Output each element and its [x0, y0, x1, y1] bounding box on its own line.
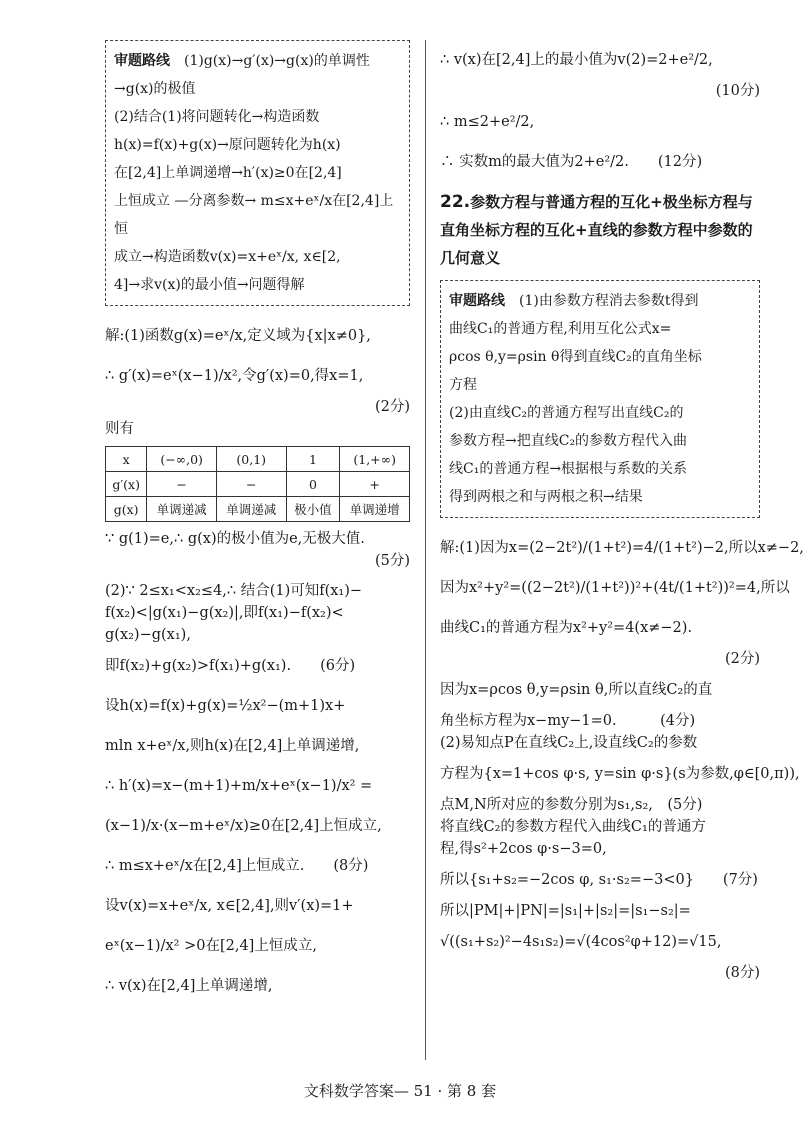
question-number: 22. [440, 192, 471, 212]
solution-line: ∴ m≤2+e²/2, [440, 114, 535, 130]
solution-line: 因为x=ρcos θ,y=ρsin θ,所以直线C₂的直 [440, 682, 713, 698]
solution-line: 解:(1)函数g(x)=eˣ/x,定义域为{x|x≠0}, [105, 328, 371, 344]
score-mark: (10分) [715, 83, 760, 99]
left-column [105, 40, 410, 1006]
score-mark: (2分) [374, 399, 410, 415]
route-line [114, 47, 401, 103]
solution-line: 解:(1)因为x=(2−2t²)/(1+t²)=4/(1+t²)−2,所以x≠−2, [440, 540, 804, 556]
table-cell: 极小值 [286, 497, 340, 522]
solution-line: 设h(x)=f(x)+g(x)=½x²−(m+1)x+ [105, 698, 346, 714]
solution-line: ∴ h′(x)=x−(m+1)+m/x+eˣ(x−1)/x² = [105, 778, 373, 794]
column-divider [425, 40, 426, 1060]
route-line: 方程 [449, 377, 477, 393]
route-box-21 [105, 40, 410, 306]
solution-line: ∴ 实数m的最大值为2+e²/2. (12分) [440, 154, 703, 170]
route-line: (2)结合(1)将问题转化→构造函数 [114, 109, 320, 125]
solution-line: √((s₁+s₂)²−4s₁s₂)=√(4cos²φ+12)=√15, [440, 934, 722, 950]
table-cell: g(x) [106, 497, 147, 522]
solution-line: 将直线C₂的参数方程代入曲线C₁的普通方 [440, 819, 706, 835]
table-cell: 1 [286, 447, 340, 472]
solution-line: mln x+eˣ/x,则h(x)在[2,4]上单调递增, [105, 738, 360, 754]
score-mark: (2分) [724, 651, 760, 667]
solution-line: ∴ v(x)在[2,4]上的最小值为v(2)=2+e²/2, [440, 52, 713, 68]
solution-line: 角坐标方程为x−my−1=0. (4分) [440, 713, 696, 729]
table-cell: x [106, 447, 147, 472]
question-22-heading [440, 188, 760, 272]
solution-line: eˣ(x−1)/x² >0在[2,4]上恒成立, [105, 938, 317, 954]
solution-line: ∵ g(1)=e,∴ g(x)的极小值为e,无极大值. [105, 531, 365, 547]
route-line: 成立→构造函数v(x)=x+eˣ/x, x∈[2, [114, 249, 341, 265]
table-cell: − [147, 472, 217, 497]
solution-line: 程,得s²+2cos φ·s−3=0, [440, 841, 607, 857]
solution-line: 因为x²+y²=((2−2t²)/(1+t²))²+(4t/(1+t²))²=4,所以 [440, 580, 790, 596]
route-box-22 [440, 280, 760, 518]
table-row [106, 497, 410, 522]
solution-line: 曲线C₁的普通方程为x²+y²=4(x≠−2). [440, 620, 693, 636]
route-line [449, 287, 751, 315]
table-cell: (−∞,0) [147, 447, 217, 472]
route-text: (1)g(x)→g′(x)→g(x)的单调性→g(x)的极值 [114, 53, 370, 97]
solution-line: (2)∵ 2≤x₁<x₂≤4,∴ 结合(1)可知f(x₁)− [105, 583, 363, 599]
table-cell: (0,1) [216, 447, 286, 472]
solution-line: 即f(x₂)+g(x₂)>f(x₁)+g(x₁). (6分) [105, 658, 356, 674]
solution-line: ∴ m≤x+eˣ/x在[2,4]上恒成立. (8分) [105, 858, 369, 874]
route-line: 4]→求v(x)的最小值→问题得解 [114, 277, 305, 293]
table-row [106, 472, 410, 497]
right-column [440, 40, 804, 984]
solution-line: 方程为{x=1+cos φ·s, y=sin φ·s}(s为参数,φ∈[0,π)), [440, 766, 800, 782]
table-cell: (1,+∞) [340, 447, 410, 472]
solution-line: 设v(x)=x+eˣ/x, x∈[2,4],则v′(x)=1+ [105, 898, 354, 914]
route-line: 在[2,4]上单调递增→h′(x)≥0在[2,4] [114, 165, 342, 181]
route-line: 得到两根之和与两根之积→结果 [449, 489, 643, 505]
table-cell: 单调递减 [147, 497, 217, 522]
monotonicity-table [105, 446, 410, 522]
solution-line: f(x₂)<|g(x₁)−g(x₂)|,即f(x₁)−f(x₂)< [105, 605, 344, 621]
route-line: ρcos θ,y=ρsin θ得到直线C₂的直角坐标 [449, 349, 702, 365]
solution-line: g(x₂)−g(x₁), [105, 627, 191, 643]
route-line: 曲线C₁的普通方程,利用互化公式x= [449, 321, 672, 337]
route-line: (2)由直线C₂的普通方程写出直线C₂的 [449, 405, 684, 421]
solution-line: ∴ g′(x)=eˣ(x−1)/x²,令g′(x)=0,得x=1, [105, 368, 364, 384]
route-title: 审题路线 [449, 293, 505, 309]
table-cell: 单调递减 [216, 497, 286, 522]
table-row [106, 447, 410, 472]
page-footer: 文科数学答案— 51 · 第 8 套 [303, 1082, 497, 1100]
table-cell: 0 [286, 472, 340, 497]
score-mark: (8分) [724, 965, 760, 981]
route-line: 线C₁的普通方程→根据根与系数的关系 [449, 461, 688, 477]
route-line: h(x)=f(x)+g(x)→原问题转化为h(x) [114, 137, 341, 153]
solution-line: 所以|PM|+|PN|=|s₁|+|s₂|=|s₁−s₂|= [440, 903, 691, 919]
table-cell: − [216, 472, 286, 497]
route-text: (1)由参数方程消去参数t得到 [519, 293, 699, 309]
score-mark: (5分) [374, 553, 410, 569]
solution-line: ∴ v(x)在[2,4]上单调递增, [105, 978, 273, 994]
table-cell: 单调递增 [340, 497, 410, 522]
table-intro: 则有 [105, 421, 134, 437]
question-title: 参数方程与普通方程的互化+极坐标方程与直角坐标方程的互化+直线的参数方程中参数的几何意义 [440, 193, 753, 267]
solution-line: 点M,N所对应的参数分别为s₁,s₂, (5分) [440, 797, 703, 813]
route-title: 审题路线 [114, 53, 170, 69]
table-cell: + [340, 472, 410, 497]
solution-line: (2)易知点P在直线C₂上,设直线C₂的参数 [440, 735, 698, 751]
route-line: 上恒成立 —分离参数→ m≤x+eˣ/x在[2,4]上恒 [114, 193, 394, 237]
solution-line: (x−1)/x·(x−m+eˣ/x)≥0在[2,4]上恒成立, [105, 818, 382, 834]
solution-line: 所以{s₁+s₂=−2cos φ, s₁·s₂=−3<0} (7分) [440, 872, 758, 888]
table-cell: g′(x) [106, 472, 147, 497]
route-line: 参数方程→把直线C₂的参数方程代入曲 [449, 433, 688, 449]
